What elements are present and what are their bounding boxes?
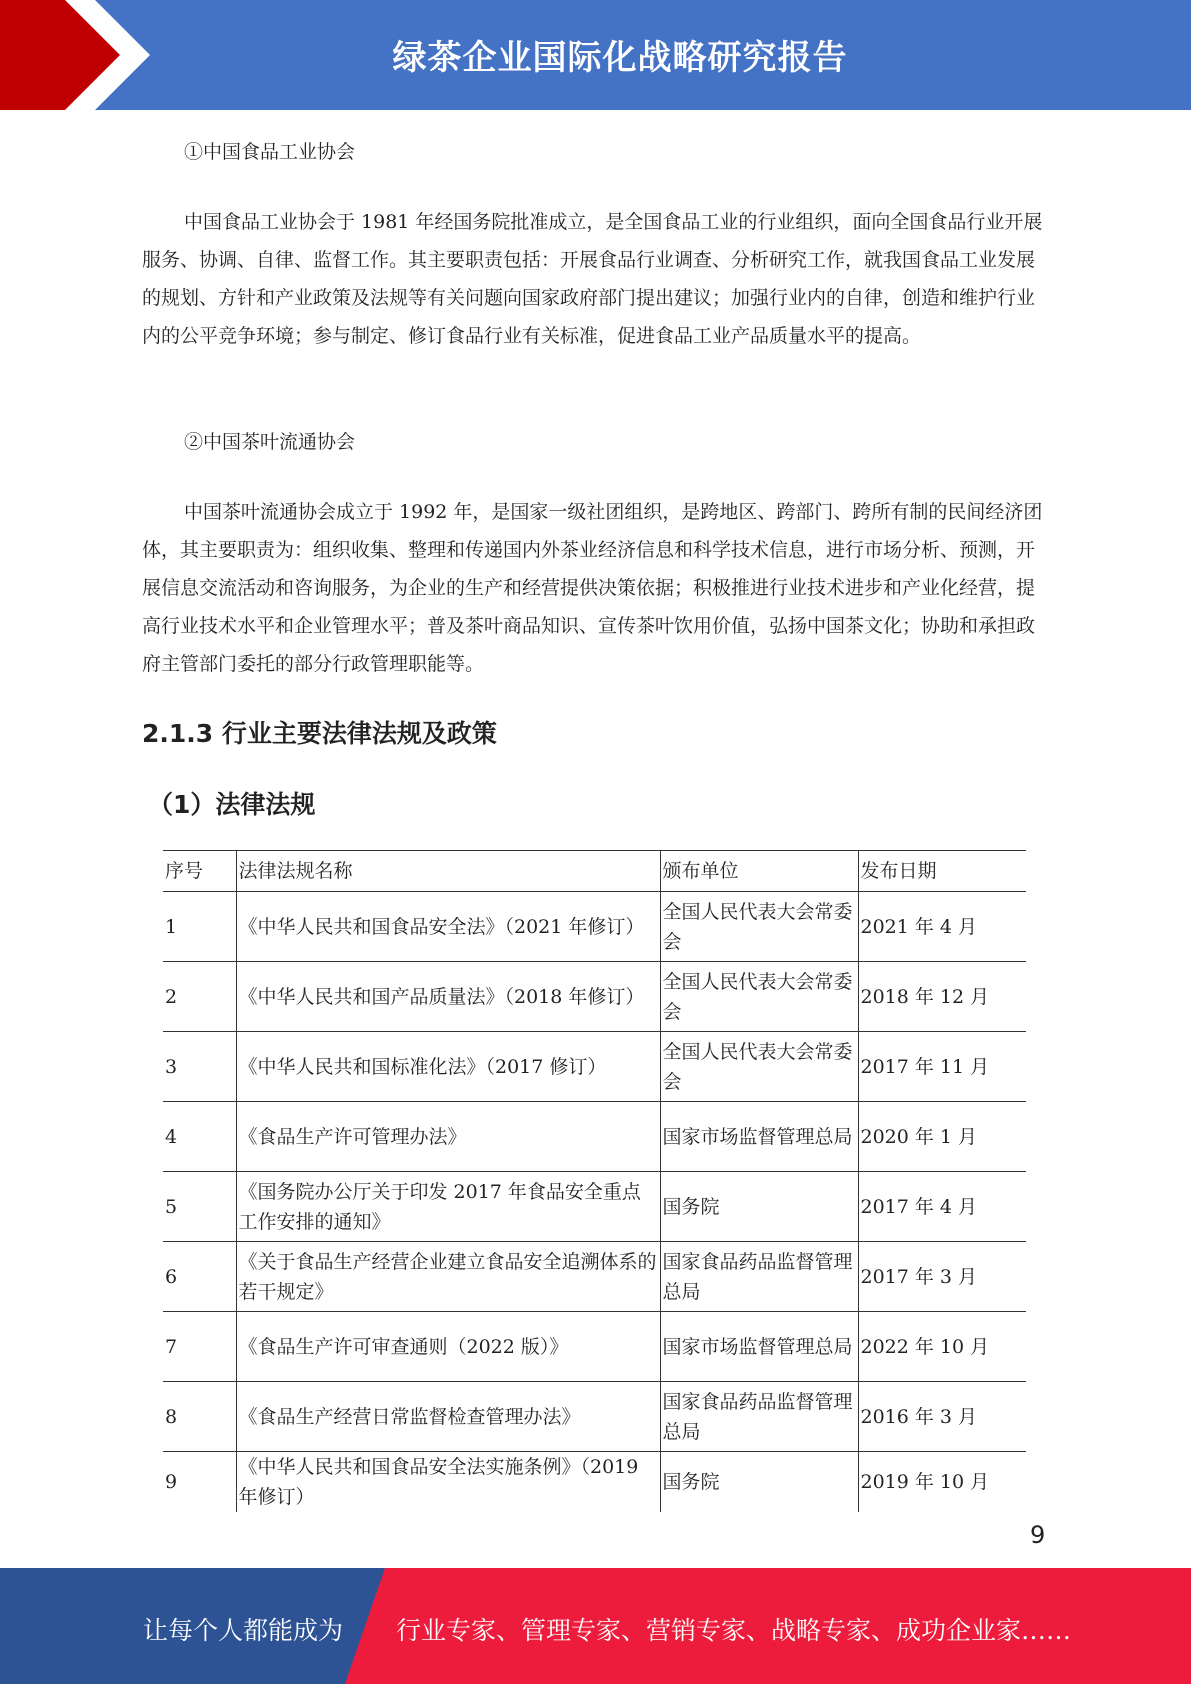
cell-name: 《食品生产经营日常监督检查管理办法》 xyxy=(236,1382,660,1452)
report-title: 绿茶企业国际化战略研究报告 xyxy=(392,38,848,78)
table-row xyxy=(163,962,1026,1032)
cell-no: 1 xyxy=(163,892,236,962)
table-row xyxy=(163,1242,1026,1312)
assoc2-title: ②中国茶叶流通协会 xyxy=(184,431,356,453)
col-header-name: 法律法规名称 xyxy=(236,851,660,892)
laws-table xyxy=(163,850,1026,1512)
cell-date: 2019 年 10 月 xyxy=(858,1452,1026,1513)
footer-slogan-right: 行业专家、管理专家、营销专家、战略专家、成功企业家…… xyxy=(396,1616,1072,1645)
cell-issuer: 全国人民代表大会常委会 xyxy=(660,962,858,1032)
cell-name: 《食品生产许可管理办法》 xyxy=(236,1102,660,1172)
cell-no: 6 xyxy=(163,1242,236,1312)
footer-slogan-left: 让每个人都能成为 xyxy=(143,1616,344,1645)
page-number: 9 xyxy=(1030,1521,1046,1549)
cell-issuer: 国务院 xyxy=(660,1172,858,1242)
cell-no: 8 xyxy=(163,1382,236,1452)
cell-date: 2016 年 3 月 xyxy=(858,1382,1026,1452)
table-row xyxy=(163,1172,1026,1242)
cell-name: 《食品生产许可审查通则（2022 版）》 xyxy=(236,1312,660,1382)
table-row xyxy=(163,1452,1026,1513)
cell-issuer: 国家食品药品监督管理总局 xyxy=(660,1242,858,1312)
cell-name: 《中华人民共和国食品安全法》（2021 年修订） xyxy=(236,892,660,962)
cell-issuer: 全国人民代表大会常委会 xyxy=(660,892,858,962)
cell-issuer: 全国人民代表大会常委会 xyxy=(660,1032,858,1102)
assoc2-paragraph: 中国茶叶流通协会成立于 1992 年，是国家一级社团组织，是跨地区、跨部门、跨所有制的民间经济团体，其主要职责为：组织收集、整理和传递国内外茶业经济信息和科学技术信息，进行市场分析、预测，开展信息交流活动和咨询服务，为企业的生产和经营提供决策依据；积极推进行业技术进步和产业化经营，提高行业技术水平和企业管理水平；普及茶叶商品知识、宣传茶叶饮用价值，弘扬中国茶文化；协助和承担政府主管部门委托的部分行政管理职能等。 xyxy=(142,501,1043,675)
cell-date: 2021 年 4 月 xyxy=(858,892,1026,962)
cell-no: 9 xyxy=(163,1452,236,1513)
table-row xyxy=(163,1102,1026,1172)
cell-date: 2017 年 4 月 xyxy=(858,1172,1026,1242)
cell-date: 2018 年 12 月 xyxy=(858,962,1026,1032)
col-header-date: 发布日期 xyxy=(858,851,1026,892)
col-header-no: 序号 xyxy=(163,851,236,892)
table-row xyxy=(163,1032,1026,1102)
cell-no: 5 xyxy=(163,1172,236,1242)
cell-date: 2017 年 11 月 xyxy=(858,1032,1026,1102)
table-header-row xyxy=(163,851,1026,892)
cell-date: 2017 年 3 月 xyxy=(858,1242,1026,1312)
cell-issuer: 国家食品药品监督管理总局 xyxy=(660,1382,858,1452)
cell-no: 7 xyxy=(163,1312,236,1382)
page-footer xyxy=(0,1568,1191,1684)
assoc1-paragraph: 中国食品工业协会于 1981 年经国务院批准成立，是全国食品工业的行业组织，面向全国食品行业开展服务、协调、自律、监督工作。其主要职责包括：开展食品行业调查、分析研究工作，就我国食品工业发展的规划、方针和产业政策及法规等有关问题向国家政府部门提出建议；加强行业内的自律，创造和维护行业内的公平竞争环境；参与制定、修订食品行业有关标准，促进食品工业产品质量水平的提高。 xyxy=(142,211,1043,347)
cell-issuer: 国家市场监督管理总局 xyxy=(660,1102,858,1172)
table-row xyxy=(163,892,1026,962)
cell-issuer: 国务院 xyxy=(660,1452,858,1513)
cell-name: 《中华人民共和国食品安全法实施条例》（2019 年修订） xyxy=(236,1452,660,1513)
cell-no: 2 xyxy=(163,962,236,1032)
cell-issuer: 国家市场监督管理总局 xyxy=(660,1312,858,1382)
cell-name: 《关于食品生产经营企业建立食品安全追溯体系的若干规定》 xyxy=(236,1242,660,1312)
cell-date: 2022 年 10 月 xyxy=(858,1312,1026,1382)
subsection-heading-laws: （1）法律法规 xyxy=(148,790,316,819)
table-row xyxy=(163,1382,1026,1452)
cell-date: 2020 年 1 月 xyxy=(858,1102,1026,1172)
cell-no: 3 xyxy=(163,1032,236,1102)
cell-name: 《中华人民共和国产品质量法》（2018 年修订） xyxy=(236,962,660,1032)
page-header xyxy=(0,0,1191,110)
table-row xyxy=(163,1312,1026,1382)
assoc1-title: ①中国食品工业协会 xyxy=(184,141,356,163)
cell-no: 4 xyxy=(163,1102,236,1172)
cell-name: 《中华人民共和国标准化法》（2017 修订） xyxy=(236,1032,660,1102)
section-heading-2-1-3: 2.1.3 行业主要法律法规及政策 xyxy=(142,719,497,748)
col-header-issuer: 颁布单位 xyxy=(660,851,858,892)
cell-name: 《国务院办公厅关于印发 2017 年食品安全重点工作安排的通知》 xyxy=(236,1172,660,1242)
